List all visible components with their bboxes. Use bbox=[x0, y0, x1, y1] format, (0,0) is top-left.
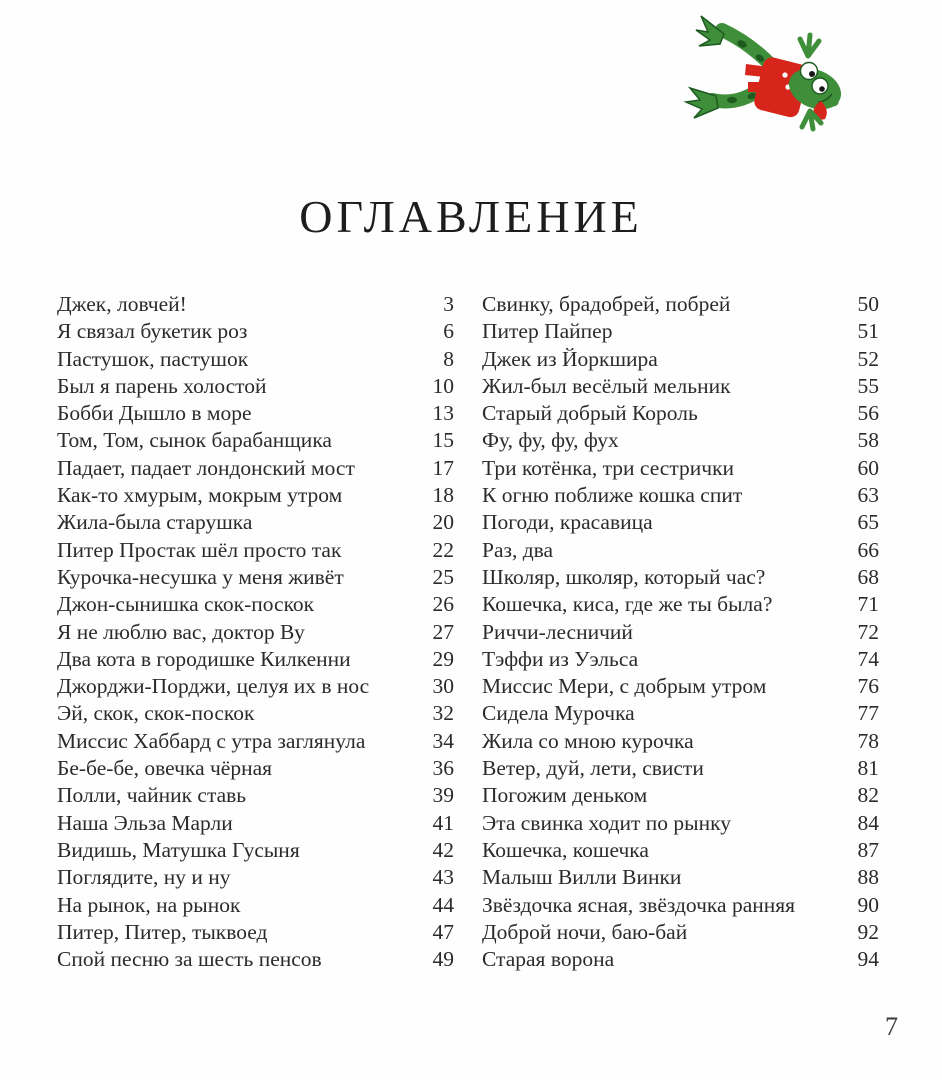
toc-entry-title: Свинку, брадобрей, побрей bbox=[482, 292, 731, 316]
table-of-contents bbox=[57, 291, 879, 973]
toc-entry-title: Джорджи-Порджи, целуя их в нос bbox=[57, 674, 370, 699]
toc-entry-page-number: 58 bbox=[857, 428, 879, 453]
toc-entry-title: Звёздочка ясная, звёздочка ранняя bbox=[482, 892, 796, 917]
toc-entry-page-number: 74 bbox=[857, 646, 879, 671]
toc-entry bbox=[57, 619, 454, 646]
toc-entry-page-number: 47 bbox=[432, 919, 454, 944]
toc-entry-page-number: 82 bbox=[857, 783, 879, 808]
toc-entry-title: Риччи-лесничий bbox=[482, 619, 633, 644]
toc-entry bbox=[482, 400, 879, 427]
toc-entry-title: Бобби Дышло в море bbox=[57, 401, 252, 426]
toc-entry-title: Старая ворона bbox=[482, 947, 615, 972]
toc-entry-title: Пастушок, пастушок bbox=[57, 346, 249, 371]
toc-entry bbox=[57, 537, 454, 564]
toc-entry bbox=[57, 400, 454, 427]
toc-entry bbox=[57, 837, 454, 864]
toc-entry bbox=[482, 646, 879, 673]
toc-entry bbox=[482, 537, 879, 564]
toc-entry-page-number: 41 bbox=[432, 810, 454, 835]
toc-entry bbox=[482, 509, 879, 536]
toc-entry bbox=[57, 564, 454, 591]
toc-entry-page-number: 34 bbox=[432, 728, 454, 753]
toc-entry-page-number: 29 bbox=[432, 646, 454, 671]
toc-entry-title: Падает, падает лондонский мост bbox=[57, 455, 355, 480]
toc-entry-title: Кошечка, кошечка bbox=[482, 837, 649, 862]
toc-entry-title: Миссис Хаббард с утра заглянула bbox=[57, 728, 366, 753]
toc-entry-page-number: 30 bbox=[432, 674, 454, 699]
toc-entry-page-number: 13 bbox=[432, 401, 454, 426]
toc-entry-title: Как-то хмурым, мокрым утром bbox=[57, 483, 343, 508]
toc-entry-title: Миссис Мери, с добрым утром bbox=[482, 674, 767, 699]
toc-entry-title: Ветер, дуй, лети, свисти bbox=[482, 756, 704, 781]
toc-entry-title: Сидела Мурочка bbox=[482, 701, 635, 726]
toc-entry-page-number: 26 bbox=[432, 592, 454, 617]
toc-entry-page-number: 76 bbox=[857, 674, 879, 699]
toc-entry-title: Том, Том, сынок барабанщика bbox=[57, 428, 332, 453]
toc-entry bbox=[482, 564, 879, 591]
toc-left-column bbox=[57, 291, 454, 973]
toc-entry-title: Доброй ночи, баю-бай bbox=[482, 919, 688, 944]
toc-entry-title: Раз, два bbox=[482, 537, 554, 562]
toc-entry-page-number: 8 bbox=[443, 346, 454, 371]
toc-entry-title: Малыш Вилли Винки bbox=[482, 865, 682, 890]
toc-entry-title: Джек, ловчей! bbox=[57, 292, 187, 316]
toc-entry-page-number: 88 bbox=[857, 865, 879, 890]
toc-entry bbox=[57, 755, 454, 782]
toc-entry bbox=[57, 291, 454, 318]
toc-entry-title: К огню поближе кошка спит bbox=[482, 483, 743, 508]
toc-entry-page-number: 44 bbox=[432, 892, 454, 917]
toc-entry-title: Школяр, школяр, который час? bbox=[482, 564, 766, 589]
toc-entry-page-number: 52 bbox=[857, 346, 879, 371]
toc-right-column bbox=[482, 291, 879, 973]
toc-entry-title: Старый добрый Король bbox=[482, 401, 698, 426]
toc-entry-title: Жил-был весёлый мельник bbox=[482, 373, 731, 398]
toc-entry-page-number: 65 bbox=[857, 510, 879, 535]
toc-entry bbox=[482, 373, 879, 400]
toc-entry-page-number: 92 bbox=[857, 919, 879, 944]
toc-entry bbox=[57, 919, 454, 946]
toc-entry-page-number: 32 bbox=[432, 701, 454, 726]
toc-entry bbox=[57, 673, 454, 700]
toc-entry bbox=[482, 700, 879, 727]
toc-entry-title: Три котёнка, три сестрички bbox=[482, 455, 735, 480]
toc-entry-title: Поглядите, ну и ну bbox=[57, 865, 231, 890]
toc-entry bbox=[57, 318, 454, 345]
toc-entry-page-number: 17 bbox=[432, 455, 454, 480]
toc-entry-page-number: 39 bbox=[432, 783, 454, 808]
toc-entry-title: Питер, Питер, тыквоед bbox=[57, 919, 268, 944]
toc-entry bbox=[482, 673, 879, 700]
toc-entry-page-number: 3 bbox=[443, 292, 454, 316]
toc-entry-page-number: 25 bbox=[432, 564, 454, 589]
toc-entry bbox=[57, 591, 454, 618]
toc-entry-page-number: 42 bbox=[432, 837, 454, 862]
toc-entry-title: Наша Эльза Марли bbox=[57, 810, 233, 835]
toc-entry-page-number: 78 bbox=[857, 728, 879, 753]
toc-entry-title: Был я парень холостой bbox=[57, 373, 267, 398]
toc-entry-title: Жила со мною курочка bbox=[482, 728, 694, 753]
toc-entry-title: Я связал букетик роз bbox=[57, 319, 248, 344]
toc-entry-page-number: 22 bbox=[432, 537, 454, 562]
toc-entry bbox=[57, 482, 454, 509]
toc-entry bbox=[57, 509, 454, 536]
page-title: ОГЛАВЛЕНИЕ bbox=[299, 191, 643, 242]
toc-entry bbox=[482, 346, 879, 373]
toc-entry bbox=[57, 455, 454, 482]
toc-entry-page-number: 15 bbox=[432, 428, 454, 453]
toc-entry-title: Питер Пайпер bbox=[482, 319, 613, 344]
toc-entry bbox=[57, 892, 454, 919]
toc-entry-title: Спой песню за шесть пенсов bbox=[57, 947, 322, 972]
toc-entry-title: Жила-была старушка bbox=[57, 510, 253, 535]
toc-entry bbox=[482, 482, 879, 509]
toc-entry-title: Тэффи из Уэльса bbox=[482, 646, 639, 671]
toc-entry-page-number: 90 bbox=[857, 892, 879, 917]
toc-entry-title: Кошечка, киса, где же ты была? bbox=[482, 592, 773, 617]
toc-entry-page-number: 6 bbox=[443, 319, 454, 344]
toc-entry-title: Джек из Йоркшира bbox=[482, 346, 658, 371]
toc-entry-page-number: 50 bbox=[857, 292, 879, 316]
toc-entry-title: Бе-бе-бе, овечка чёрная bbox=[57, 756, 273, 781]
toc-entry bbox=[482, 892, 879, 919]
toc-entry-page-number: 51 bbox=[857, 319, 879, 344]
toc-entry bbox=[57, 646, 454, 673]
toc-entry-title: Я не люблю вас, доктор Ву bbox=[57, 619, 305, 644]
toc-entry bbox=[482, 919, 879, 946]
toc-entry-page-number: 81 bbox=[857, 756, 879, 781]
toc-entry-title: Фу, фу, фу, фух bbox=[482, 428, 619, 453]
toc-entry-title: Погоди, красавица bbox=[482, 510, 653, 535]
toc-entry-page-number: 63 bbox=[857, 483, 879, 508]
toc-entry-page-number: 66 bbox=[857, 537, 879, 562]
toc-entry bbox=[482, 728, 879, 755]
toc-entry-page-number: 72 bbox=[857, 619, 879, 644]
toc-entry-page-number: 10 bbox=[432, 373, 454, 398]
toc-entry-title: Курочка-несушка у меня живёт bbox=[57, 564, 344, 589]
toc-entry bbox=[57, 864, 454, 891]
toc-entry bbox=[482, 619, 879, 646]
toc-entry-title: Эта свинка ходит по рынку bbox=[482, 810, 732, 835]
toc-entry bbox=[57, 427, 454, 454]
folio-page-number: 7 bbox=[885, 1012, 898, 1041]
toc-entry-page-number: 18 bbox=[432, 483, 454, 508]
toc-entry-title: Два кота в городишке Килкенни bbox=[57, 646, 351, 671]
toc-entry bbox=[482, 291, 879, 318]
toc-entry-title: На рынок, на рынок bbox=[57, 892, 241, 917]
toc-entry bbox=[482, 864, 879, 891]
toc-entry-title: Полли, чайник ставь bbox=[57, 783, 247, 808]
toc-entry bbox=[482, 318, 879, 345]
toc-entry bbox=[482, 591, 879, 618]
toc-entry-page-number: 55 bbox=[857, 373, 879, 398]
toc-entry bbox=[57, 782, 454, 809]
toc-entry-page-number: 77 bbox=[857, 701, 879, 726]
toc-entry-page-number: 60 bbox=[857, 455, 879, 480]
toc-entry-page-number: 49 bbox=[432, 947, 454, 972]
toc-entry bbox=[482, 427, 879, 454]
toc-entry-page-number: 71 bbox=[857, 592, 879, 617]
toc-entry bbox=[57, 700, 454, 727]
toc-entry bbox=[57, 346, 454, 373]
toc-entry-page-number: 94 bbox=[857, 947, 879, 972]
toc-entry-page-number: 87 bbox=[857, 837, 879, 862]
toc-entry-title: Погожим деньком bbox=[482, 783, 648, 808]
toc-entry bbox=[57, 373, 454, 400]
toc-entry-page-number: 36 bbox=[432, 756, 454, 781]
toc-entry bbox=[482, 810, 879, 837]
toc-entry-page-number: 84 bbox=[857, 810, 879, 835]
toc-entry-page-number: 27 bbox=[432, 619, 454, 644]
toc-entry-title: Видишь, Матушка Гусыня bbox=[57, 837, 300, 862]
toc-entry bbox=[482, 782, 879, 809]
toc-entry-page-number: 43 bbox=[432, 865, 454, 890]
toc-entry bbox=[482, 837, 879, 864]
toc-entry bbox=[57, 810, 454, 837]
toc-entry-page-number: 56 bbox=[857, 401, 879, 426]
toc-entry-page-number: 20 bbox=[432, 510, 454, 535]
frog-illustration bbox=[672, 8, 872, 138]
toc-entry-page-number: 68 bbox=[857, 564, 879, 589]
toc-entry-title: Джон-сынишка скок-поскок bbox=[57, 592, 315, 617]
toc-entry-title: Эй, скок, скок-поскок bbox=[57, 701, 255, 726]
toc-entry bbox=[57, 946, 454, 973]
toc-entry bbox=[482, 455, 879, 482]
toc-entry bbox=[57, 728, 454, 755]
toc-entry-title: Питер Простак шёл просто так bbox=[57, 537, 342, 562]
toc-entry bbox=[482, 755, 879, 782]
toc-entry bbox=[482, 946, 879, 973]
